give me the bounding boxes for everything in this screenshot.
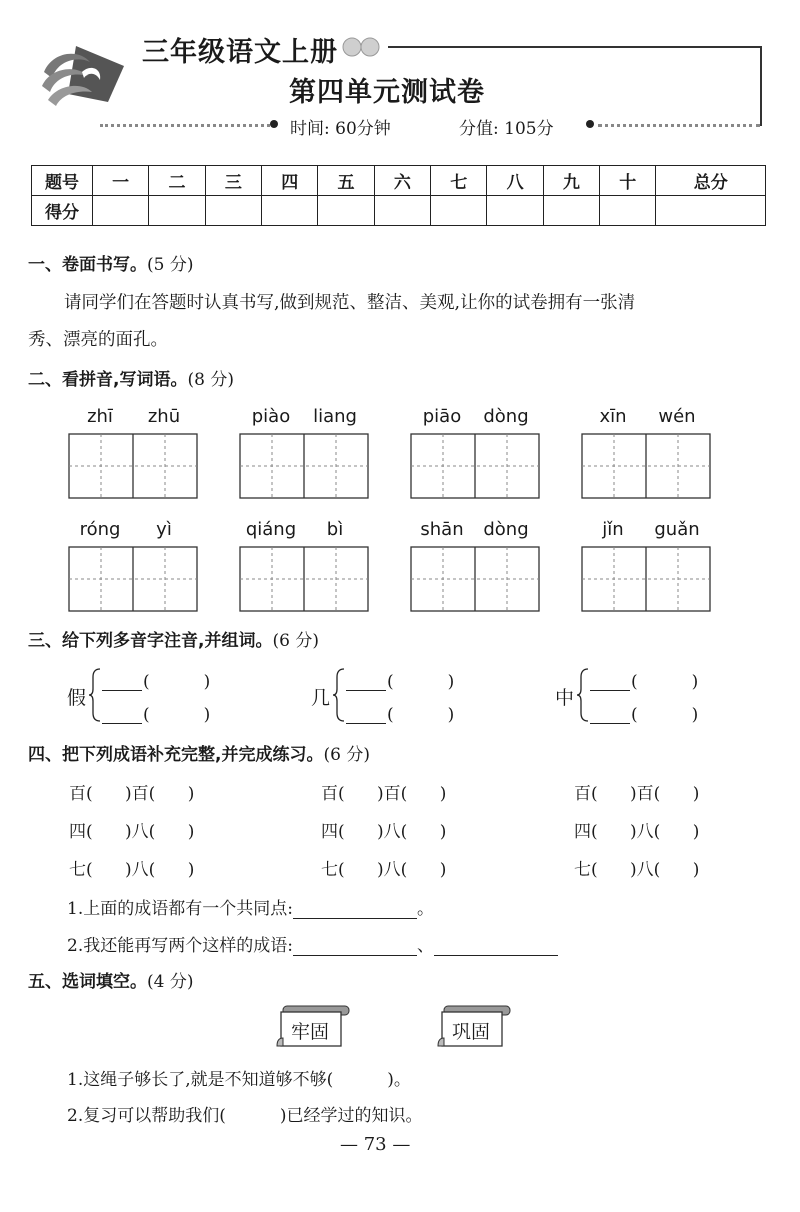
- pinyin-answer-line[interactable]: [346, 723, 386, 724]
- polyphone-char: 中: [555, 687, 575, 709]
- writing-grid[interactable]: [581, 546, 711, 612]
- section-title: 一、卷面书写。: [28, 255, 147, 275]
- header-rule: [388, 46, 760, 48]
- pinyin-label: wén: [658, 406, 696, 427]
- unit-title: 第四单元测试卷: [289, 77, 485, 108]
- pinyin-label: xīn: [599, 406, 627, 427]
- pinyin-label: yì: [156, 519, 172, 540]
- score-table-header-row: [32, 166, 766, 196]
- section1-text-line2: 秀、漂亮的面孔。: [28, 330, 168, 350]
- table-cell: 二: [149, 166, 205, 196]
- table-cell: 七: [431, 166, 487, 196]
- bullet-right-icon: [586, 120, 594, 128]
- section-title: 四、把下列成语补充完整,并完成练习。: [28, 745, 324, 765]
- pinyin-label: piào: [251, 406, 291, 427]
- word-answer-paren[interactable]: ( ): [387, 672, 455, 692]
- bullet-left-icon: [270, 120, 278, 128]
- time-label: 时间: 60分钟: [290, 119, 391, 139]
- score-input-cell[interactable]: [318, 196, 374, 226]
- idiom-blank[interactable]: 七( )八( ): [69, 860, 195, 880]
- score-input-cell[interactable]: [431, 196, 487, 226]
- table-cell: 十: [600, 166, 656, 196]
- pinyin-answer-line[interactable]: [590, 723, 630, 724]
- brace-icon: [332, 667, 346, 723]
- word-option-2: 巩固: [452, 1021, 491, 1043]
- section3-heading: [28, 626, 319, 651]
- table-cell: 题号: [32, 166, 93, 196]
- score-input-cell[interactable]: [149, 196, 205, 226]
- page-number: — 73 —: [340, 1134, 411, 1155]
- section2-heading: [28, 365, 234, 390]
- score-input-cell[interactable]: [487, 196, 543, 226]
- table-cell: 一: [93, 166, 149, 196]
- separator: 、: [416, 936, 434, 956]
- brace-icon: [88, 667, 102, 723]
- idiom-blank[interactable]: 百( )百( ): [574, 784, 700, 804]
- pinyin-answer-line[interactable]: [346, 690, 386, 691]
- writing-grid[interactable]: [410, 546, 540, 612]
- polyphone-char: 假: [67, 687, 87, 709]
- writing-grid[interactable]: [581, 433, 711, 499]
- dotted-rule-left: [100, 124, 270, 127]
- section4-question2: [67, 931, 558, 956]
- idiom-blank[interactable]: 四( )八( ): [69, 822, 195, 842]
- section1-heading: [28, 250, 193, 275]
- score-table: [31, 165, 766, 226]
- score-input-cell[interactable]: [656, 196, 766, 226]
- word-answer-paren[interactable]: ( ): [631, 705, 699, 725]
- section-points: (6 分): [272, 631, 319, 651]
- table-cell: 三: [205, 166, 261, 196]
- question-text: 1.上面的成语都有一个共同点:: [67, 899, 293, 919]
- idiom-blank[interactable]: 四( )八( ): [321, 822, 447, 842]
- table-cell: 九: [543, 166, 599, 196]
- writing-grid[interactable]: [239, 546, 369, 612]
- pinyin-label: liang: [313, 406, 357, 427]
- score-input-cell[interactable]: [205, 196, 261, 226]
- section-points: (6 分): [323, 745, 370, 765]
- section1-text-line1: 请同学们在答题时认真书写,做到规范、整洁、美观,让你的试卷拥有一张清: [64, 293, 636, 313]
- pinyin-label: qiáng: [245, 519, 297, 540]
- idiom-blank[interactable]: 百( )百( ): [321, 784, 447, 804]
- answer-line[interactable]: [293, 937, 417, 956]
- section5-question1: 1.这绳子够长了,就是不知道够不够( )。: [67, 1070, 411, 1090]
- word-answer-paren[interactable]: ( ): [631, 672, 699, 692]
- pinyin-answer-line[interactable]: [102, 723, 142, 724]
- writing-grid[interactable]: [68, 433, 198, 499]
- dotted-rule-right: [598, 124, 760, 127]
- polyphone-char: 几: [311, 687, 331, 709]
- word-option-1: 牢固: [291, 1021, 330, 1043]
- section5-question2: 2.复习可以帮助我们( )已经学过的知识。: [67, 1106, 423, 1126]
- section-points: (5 分): [147, 255, 194, 275]
- pinyin-label: dòng: [483, 406, 529, 427]
- score-input-cell[interactable]: [600, 196, 656, 226]
- section4-heading: [28, 740, 370, 765]
- pinyin-answer-line[interactable]: [590, 690, 630, 691]
- score-label: 分值: 105分: [459, 119, 554, 139]
- brace-icon: [576, 667, 590, 723]
- pinyin-label: jǐn: [602, 519, 624, 540]
- idiom-blank[interactable]: 百( )百( ): [69, 784, 195, 804]
- score-input-cell[interactable]: [543, 196, 599, 226]
- publisher-logo: [38, 42, 128, 112]
- table-cell: 得分: [32, 196, 93, 226]
- section5-heading: [28, 967, 193, 992]
- writing-grid[interactable]: [410, 433, 540, 499]
- question-text: 2.我还能再写两个这样的成语:: [67, 936, 293, 956]
- word-scroll-1: [275, 1004, 355, 1050]
- book-title: 三年级语文上册: [142, 37, 338, 68]
- table-cell: 四: [262, 166, 318, 196]
- pinyin-label: shān: [420, 519, 464, 540]
- section-title: 二、看拼音,写词语。: [28, 370, 188, 390]
- score-input-cell[interactable]: [262, 196, 318, 226]
- writing-grid[interactable]: [239, 433, 369, 499]
- word-answer-paren[interactable]: ( ): [387, 705, 455, 725]
- table-cell: 五: [318, 166, 374, 196]
- pinyin-label: zhī: [87, 406, 113, 427]
- section-title: 三、给下列多音字注音,并组词。: [28, 631, 273, 651]
- table-cell: 总分: [656, 166, 766, 196]
- score-input-cell[interactable]: [374, 196, 430, 226]
- pinyin-label: piāo: [422, 406, 462, 427]
- answer-line[interactable]: [293, 900, 417, 919]
- pinyin-answer-line[interactable]: [102, 690, 142, 691]
- pinyin-label: guǎn: [654, 519, 700, 540]
- header-rule-right: [760, 46, 762, 126]
- table-cell: 八: [487, 166, 543, 196]
- word-answer-paren[interactable]: ( ): [143, 672, 211, 692]
- score-input-cell[interactable]: [93, 196, 149, 226]
- word-scroll-2: [436, 1004, 516, 1050]
- section4-question1: [67, 894, 434, 919]
- table-cell: 六: [374, 166, 430, 196]
- section-points: (8 分): [187, 370, 234, 390]
- score-table-score-row: [32, 196, 766, 226]
- pinyin-label: bì: [326, 519, 344, 540]
- word-answer-paren[interactable]: ( ): [143, 705, 211, 725]
- question-end: 。: [416, 899, 434, 919]
- pinyin-label: dòng: [483, 519, 529, 540]
- idiom-blank[interactable]: 七( )八( ): [574, 860, 700, 880]
- pinyin-label: róng: [79, 519, 121, 540]
- section-title: 五、选词填空。: [28, 972, 147, 992]
- pinyin-label: zhū: [147, 406, 181, 427]
- idiom-blank[interactable]: 七( )八( ): [321, 860, 447, 880]
- decorative-circles-icon: [340, 36, 392, 58]
- section-points: (4 分): [147, 972, 194, 992]
- writing-grid[interactable]: [68, 546, 198, 612]
- idiom-blank[interactable]: 四( )八( ): [574, 822, 700, 842]
- answer-line[interactable]: [434, 937, 558, 956]
